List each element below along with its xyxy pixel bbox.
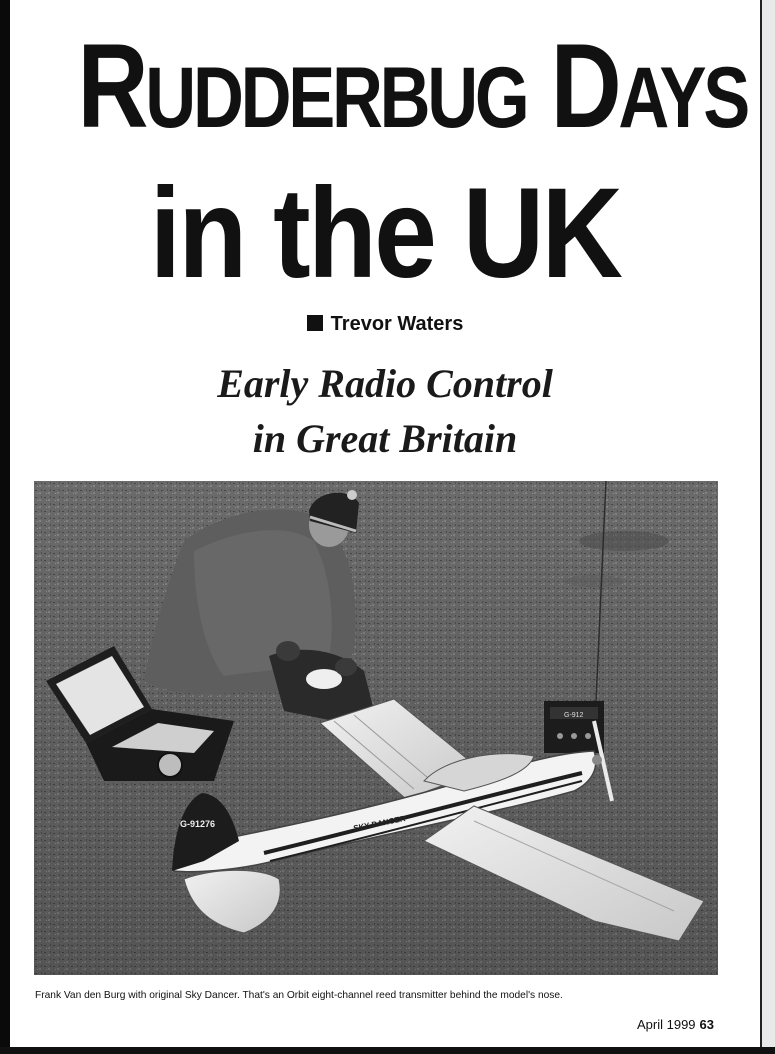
page-footer — [637, 1017, 714, 1032]
byline — [10, 313, 760, 336]
title-word-rudderbug-rest: UDDERBUG — [145, 50, 527, 146]
title-initial-d: D — [550, 19, 619, 153]
subtitle-line-1: Early Radio Control — [217, 361, 553, 406]
photo-caption: Frank Van den Burg with original Sky Dancer. That's an Orbit eight-channel reed transmitter behind the model's nose. — [35, 990, 563, 1001]
page-number: 63 — [699, 1017, 714, 1032]
svg-text:G-91276: G-91276 — [180, 819, 216, 829]
svg-text:SKY DANCER: SKY DANCER — [352, 814, 407, 833]
subtitle-line-2: in Great Britain — [252, 416, 518, 461]
title-initial-r: R — [77, 19, 146, 153]
article-title-line-2: in the UK — [149, 162, 621, 305]
svg-text:G-912: G-912 — [564, 712, 584, 719]
author-name: Trevor Waters — [330, 313, 464, 335]
article-photo — [34, 481, 718, 975]
article-title-line-1 — [77, 19, 748, 153]
byline-square-icon — [307, 315, 323, 331]
page-bottom-edge — [0, 1047, 775, 1054]
page-edge-strip — [760, 0, 775, 1054]
issue-date: April 1999 — [636, 1017, 696, 1032]
magazine-page — [10, 0, 760, 1054]
title-word-days-rest: AYS — [618, 50, 748, 146]
